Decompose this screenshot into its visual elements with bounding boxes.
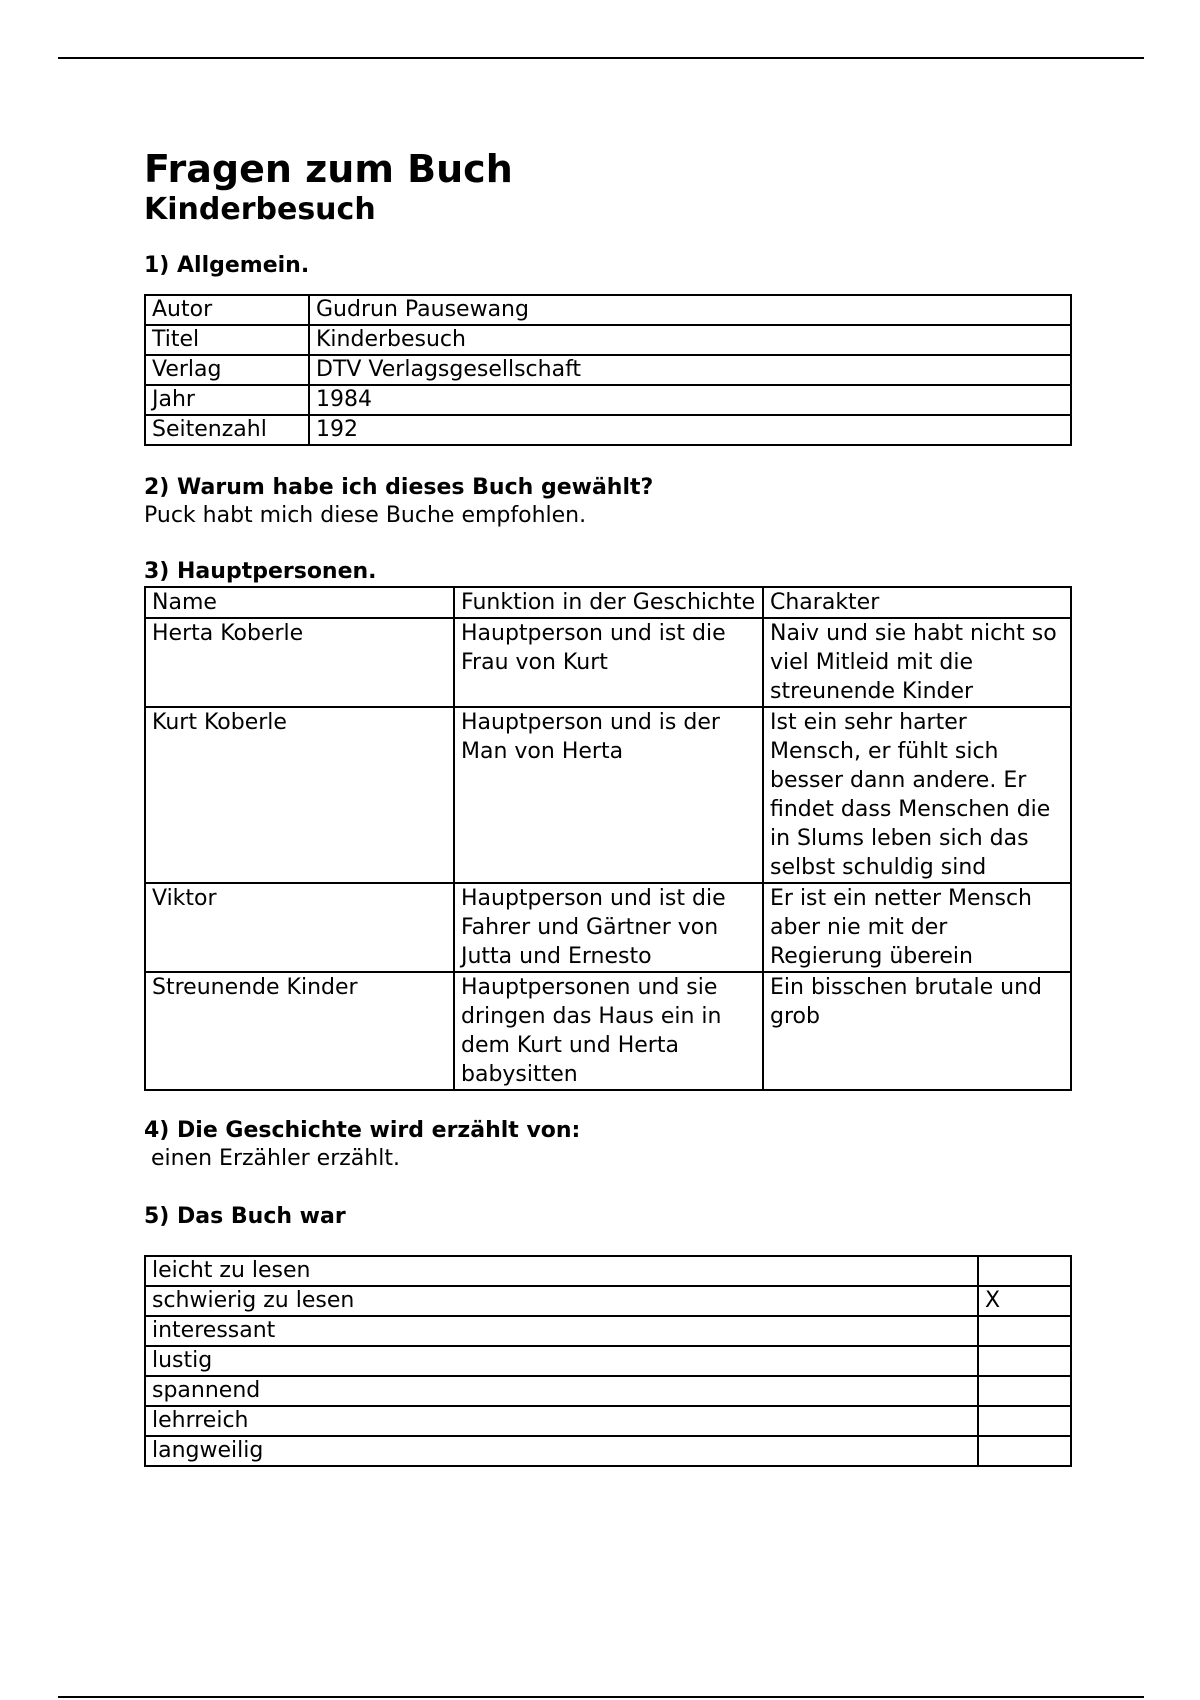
section-4-heading: 4) Die Geschichte wird erzählt von: <box>144 1118 581 1143</box>
rating-mark: X <box>978 1286 1071 1316</box>
table-row <box>145 972 1071 1090</box>
section-5-heading: 5) Das Buch war <box>144 1204 346 1229</box>
document-subtitle: Kinderbesuch <box>144 192 376 227</box>
column-header-function: Funktion in der Geschichte <box>454 587 763 618</box>
character-name: Streunende Kinder <box>145 972 454 1090</box>
table-row <box>145 415 1071 445</box>
character-description: Naiv und sie habt nicht so viel Mitleid mit die streunende Kinder <box>763 618 1071 707</box>
table-row <box>145 1376 1071 1406</box>
character-function: Hauptperson und ist die Frau von Kurt <box>454 618 763 707</box>
table-row <box>145 1316 1071 1346</box>
section-3-heading: 3) Hauptpersonen. <box>144 559 377 584</box>
table-row <box>145 1436 1071 1466</box>
info-value: Gudrun Pausewang <box>309 295 1071 325</box>
rating-label: lehrreich <box>145 1406 978 1436</box>
rating-label: lustig <box>145 1346 978 1376</box>
table-row <box>145 385 1071 415</box>
info-value: 192 <box>309 415 1071 445</box>
document-title: Fragen zum Buch <box>144 147 513 191</box>
character-function: Hauptpersonen und sie dringen das Haus ein in dem Kurt und Herta babysitten <box>454 972 763 1090</box>
column-header-name: Name <box>145 587 454 618</box>
rating-mark <box>978 1346 1071 1376</box>
character-name: Herta Koberle <box>145 618 454 707</box>
rating-label: spannend <box>145 1376 978 1406</box>
character-function: Hauptperson und is der Man von Herta <box>454 707 763 883</box>
info-label: Verlag <box>145 355 309 385</box>
rating-label: interessant <box>145 1316 978 1346</box>
rating-mark <box>978 1376 1071 1406</box>
info-label: Titel <box>145 325 309 355</box>
character-description: Ist ein sehr harter Mensch, er fühlt sich besser dann andere. Er findet dass Menschen die in Slums leben sich das selbst schuldig sind <box>763 707 1071 883</box>
table-row <box>145 1346 1071 1376</box>
table-row <box>145 883 1071 972</box>
column-header-character: Charakter <box>763 587 1071 618</box>
info-value: Kinderbesuch <box>309 325 1071 355</box>
rating-label: schwierig zu lesen <box>145 1286 978 1316</box>
bottom-rule <box>58 1696 1144 1698</box>
character-description: Er ist ein netter Mensch aber nie mit der Regierung überein <box>763 883 1071 972</box>
section-2-answer: Puck habt mich diese Buche empfohlen. <box>144 503 587 528</box>
section-2-heading: 2) Warum habe ich dieses Buch gewählt? <box>144 475 654 500</box>
top-rule <box>58 57 1144 59</box>
rating-mark <box>978 1316 1071 1346</box>
table-row <box>145 295 1071 325</box>
main-characters-table <box>144 586 1072 1091</box>
table-row <box>145 618 1071 707</box>
info-value: DTV Verlagsgesellschaft <box>309 355 1071 385</box>
rating-mark <box>978 1406 1071 1436</box>
rating-mark <box>978 1436 1071 1466</box>
character-name: Kurt Koberle <box>145 707 454 883</box>
general-info-table <box>144 294 1072 446</box>
info-label: Jahr <box>145 385 309 415</box>
table-header-row <box>145 587 1071 618</box>
book-rating-table <box>144 1255 1072 1467</box>
table-row <box>145 707 1071 883</box>
table-row <box>145 1286 1071 1316</box>
info-label: Seitenzahl <box>145 415 309 445</box>
rating-label: langweilig <box>145 1436 978 1466</box>
section-1-heading: 1) Allgemein. <box>144 253 310 278</box>
section-4-answer: einen Erzähler erzählt. <box>144 1146 400 1171</box>
table-row <box>145 1406 1071 1436</box>
info-value: 1984 <box>309 385 1071 415</box>
character-function: Hauptperson und ist die Fahrer und Gärtner von Jutta und Ernesto <box>454 883 763 972</box>
rating-label: leicht zu lesen <box>145 1256 978 1286</box>
info-label: Autor <box>145 295 309 325</box>
document-body <box>144 146 1072 1467</box>
character-description: Ein bisschen brutale und grob <box>763 972 1071 1090</box>
table-row <box>145 325 1071 355</box>
rating-mark <box>978 1256 1071 1286</box>
table-row <box>145 355 1071 385</box>
character-name: Viktor <box>145 883 454 972</box>
table-row <box>145 1256 1071 1286</box>
